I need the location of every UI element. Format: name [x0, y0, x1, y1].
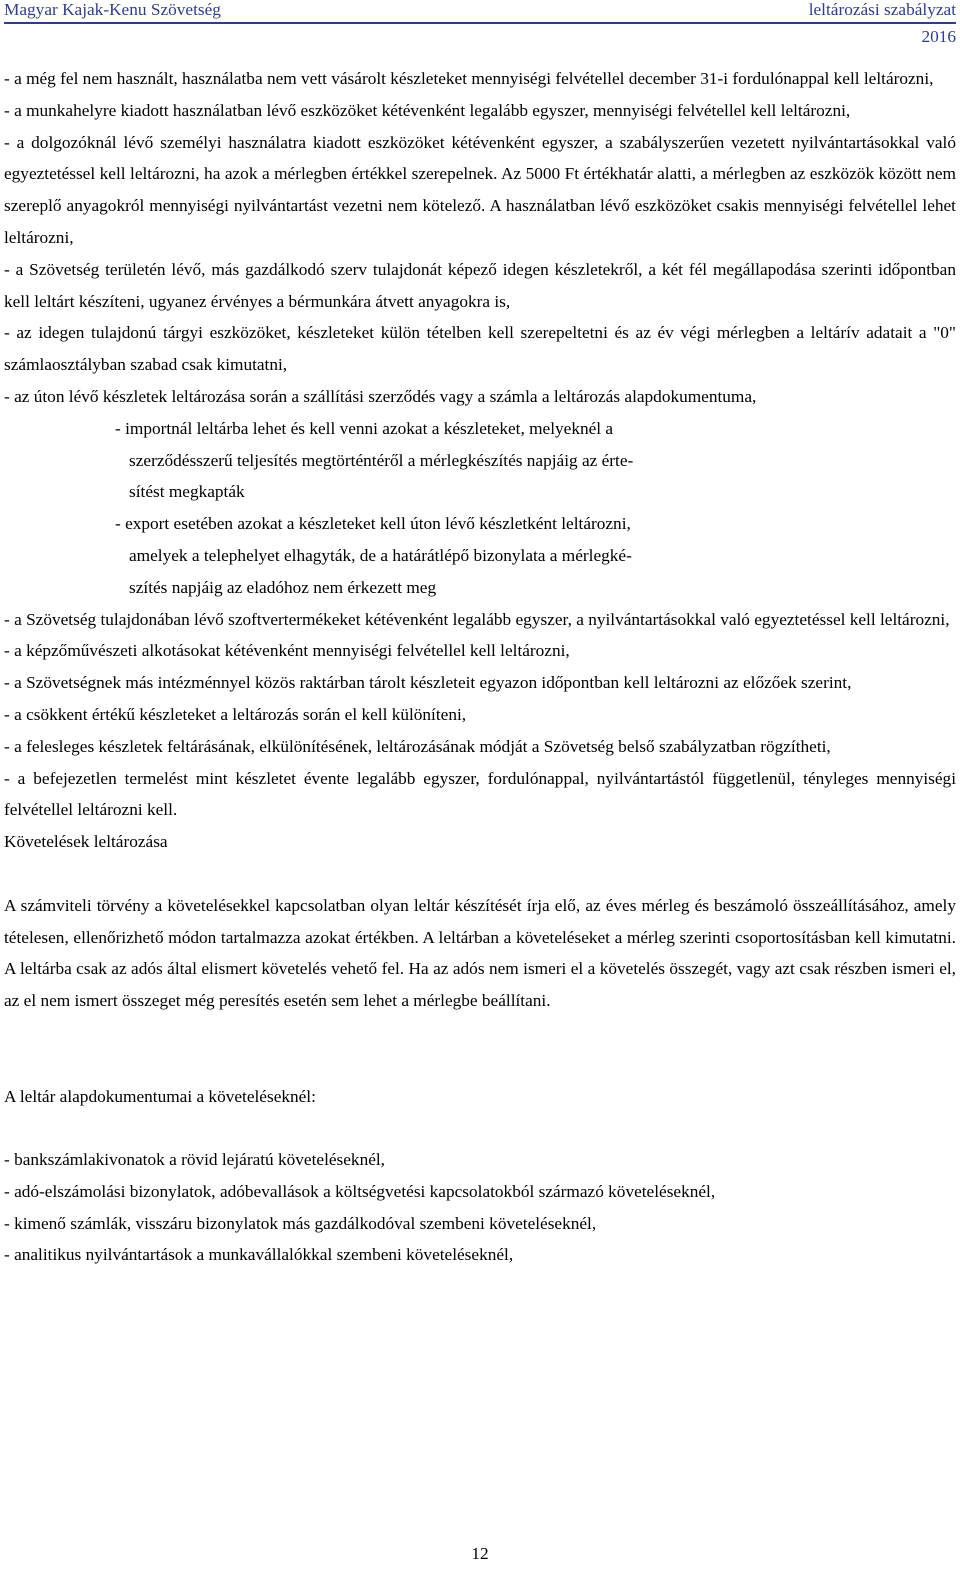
- sub-item-line: szerződésszerű teljesítés megtörténtéről a mérlegkészítés napjáig az érte-: [129, 450, 634, 470]
- list-item: - a Szövetség területén lévő, más gazdálkodó szerv tulajdonát képező idegen készletekről, a két fél megállapodása szerinti időpontban kell leltárt készíteni, ugyanez érvényes a bérmunkára átvett anyagokra is,: [4, 259, 956, 311]
- spacer: [4, 1112, 956, 1144]
- sub-item-line: sítést megkapták: [129, 482, 245, 502]
- sub-item-line: szítés napjáig az eladóhoz nem érkezett meg: [129, 577, 437, 597]
- list-item: - a befejezetlen termelést mint készletet évente legalább egyszer, fordulónappal, nyilvántartástól függetlenül, tényleges mennyiségi felvétellel leltározni kell.: [4, 768, 956, 820]
- sub-list-item: [4, 413, 956, 508]
- list-item: - a munkahelyre kiadott használatban lévő eszközöket kétévenként legalább egyszer, mennyiségi felvétellel kell leltározni,: [4, 100, 851, 120]
- header-year: 2016: [921, 27, 956, 46]
- list-item: - az idegen tulajdonú tárgyi eszközöket, készleteket külön tételben kell szerepeltetni és az év végi mérlegben a leltárív adatait a "0" számlaosztályban szabad csak kimutatni,: [4, 323, 956, 375]
- list-item: - adó-elszámolási bizonylatok, adóbevallások a költségvetési kapcsolatokból származó követeléseknél,: [4, 1181, 716, 1201]
- section-paragraph: A számviteli törvény a követelésekkel kapcsolatban olyan leltár készítését írja elő, az éves mérleg és beszámoló összeállításához, amely tételesen, ellenőrizhető módon tartalmazza azokat értékben. A leltárban a követeléseket a mérleg szerinti csoportosításban kell kimutatni. A leltárba csak az adós által elismert követelés vehető fel. Ha az adós nem ismeri el a követelés összegét, vagy azt csak részben ismeri el, az el nem ismert összeget még peresítés esetén sem lehet a mérlegbe beállítani.: [4, 895, 956, 1011]
- spacer: [4, 858, 956, 890]
- sub-list-item: [4, 508, 956, 603]
- document-body: [4, 63, 956, 1271]
- sub-item-line: - export esetében azokat a készleteket kell úton lévő készletként leltározni,: [115, 514, 631, 534]
- list-item: - bankszámlakivonatok a rövid lejáratú követeléseknél,: [4, 1150, 386, 1170]
- page-number: 12: [471, 1544, 489, 1563]
- list-item: - a Szövetségnek más intézménnyel közös raktárban tárolt készleteit egyazon időpontban kell leltározni az előzőek szerint,: [4, 673, 852, 693]
- header-rule: [4, 22, 956, 24]
- list-item: - analitikus nyilvántartások a munkavállalókkal szembeni követeléseknél,: [4, 1245, 514, 1265]
- spacer: [4, 1017, 956, 1049]
- list-item: - az úton lévő készletek leltározása során a szállítási szerződés vagy a számla a leltározás alapdokumentuma,: [4, 386, 757, 406]
- section-heading: Követelések leltározása: [4, 832, 168, 852]
- list-item: - a felesleges készletek feltárásának, elkülönítésének, leltározásának módját a Szövetség belső szabályzatban rögzítheti,: [4, 736, 831, 756]
- list-item: - a még fel nem használt, használatba nem vett vásárolt készleteket mennyiségi felvétellel december 31-i fordulónappal kell leltározni,: [4, 69, 934, 88]
- list-item: - a képzőművészeti alkotásokat kétévenként mennyiségi felvétellel kell leltározni,: [4, 641, 570, 661]
- sub-item-line: - importnál leltárba lehet és kell venni azokat a készleteket, melyeknél a: [115, 418, 614, 438]
- header-doc-title: leltározási szabályzat: [808, 0, 956, 19]
- list-item: - kimenő számlák, visszáru bizonylatok más gazdálkodóval szembeni követeléseknél,: [4, 1213, 597, 1233]
- header-org-name: Magyar Kajak-Kenu Szövetség: [4, 0, 221, 19]
- sub-item-line: amelyek a telephelyet elhagyták, de a határátlépő bizonylata a mérlegké-: [129, 545, 632, 565]
- list-item: - a csökkent értékű készleteket a leltározás során el kell különíteni,: [4, 704, 467, 724]
- docs-intro: A leltár alapdokumentumai a követeléseknél:: [4, 1086, 316, 1106]
- list-item: - a dolgozóknál lévő személyi használatra kiadott eszközöket kétévenként egyszer, a szabályszerűen vezetett nyilvántartásokkal való egyeztetéssel kell leltározni, ha azok a mérlegben értékkel szerepelnek. Az 5000 Ft értékhatár alatti, a mérlegben az eszközök között nem szereplő anyagokról mennyiségi nyilvántartást vezetni nem kötelező. A használatban lévő eszközöket csakis mennyiségi felvétellel lehet leltározni,: [4, 132, 956, 247]
- spacer: [4, 1049, 956, 1081]
- page-header: [4, 0, 956, 48]
- list-item: - a Szövetség tulajdonában lévő szoftvertermékeket kétévenként legalább egyszer, a nyilvántartásokkal való egyeztetéssel kell leltározni,: [4, 609, 950, 629]
